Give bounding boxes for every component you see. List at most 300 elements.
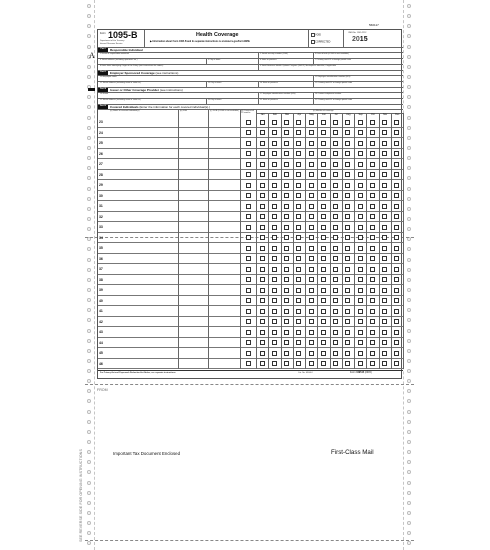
month-checkbox-may[interactable] <box>309 267 314 272</box>
month-checkbox-jan[interactable] <box>260 340 265 345</box>
month-checkbox-jan[interactable] <box>260 361 265 366</box>
all-months-checkbox[interactable] <box>246 235 251 240</box>
month-checkbox-jun[interactable] <box>321 351 326 356</box>
month-checkbox-aug[interactable] <box>345 267 350 272</box>
month-checkbox-sep[interactable] <box>358 330 363 335</box>
month-checkbox-nov[interactable] <box>382 288 387 293</box>
month-checkbox-feb[interactable] <box>272 330 277 335</box>
month-checkbox-may[interactable] <box>309 162 314 167</box>
all-months-checkbox[interactable] <box>246 130 251 135</box>
month-checkbox-aug[interactable] <box>345 183 350 188</box>
month-checkbox-feb[interactable] <box>272 172 277 177</box>
month-checkbox-sep[interactable] <box>358 235 363 240</box>
month-checkbox-sep[interactable] <box>358 298 363 303</box>
month-checkbox-aug[interactable] <box>345 225 350 230</box>
month-checkbox-jul[interactable] <box>333 204 338 209</box>
month-checkbox-sep[interactable] <box>358 162 363 167</box>
month-checkbox-jun[interactable] <box>321 130 326 135</box>
month-checkbox-dec[interactable] <box>394 330 399 335</box>
month-checkbox-aug[interactable] <box>345 151 350 156</box>
month-checkbox-nov[interactable] <box>382 193 387 198</box>
month-checkbox-mar[interactable] <box>284 225 289 230</box>
month-checkbox-feb[interactable] <box>272 183 277 188</box>
month-checkbox-dec[interactable] <box>394 256 399 261</box>
month-checkbox-aug[interactable] <box>345 256 350 261</box>
month-checkbox-aug[interactable] <box>345 141 350 146</box>
month-checkbox-aug[interactable] <box>345 288 350 293</box>
month-checkbox-sep[interactable] <box>358 172 363 177</box>
month-checkbox-may[interactable] <box>309 235 314 240</box>
month-checkbox-mar[interactable] <box>284 141 289 146</box>
all-months-checkbox[interactable] <box>246 277 251 282</box>
month-checkbox-apr[interactable] <box>296 172 301 177</box>
month-checkbox-may[interactable] <box>309 319 314 324</box>
month-checkbox-feb[interactable] <box>272 141 277 146</box>
month-checkbox-jun[interactable] <box>321 246 326 251</box>
month-checkbox-may[interactable] <box>309 351 314 356</box>
month-checkbox-apr[interactable] <box>296 361 301 366</box>
month-checkbox-dec[interactable] <box>394 351 399 356</box>
month-checkbox-jul[interactable] <box>333 235 338 240</box>
all-months-checkbox[interactable] <box>246 193 251 198</box>
month-checkbox-nov[interactable] <box>382 330 387 335</box>
month-checkbox-sep[interactable] <box>358 267 363 272</box>
month-checkbox-may[interactable] <box>309 172 314 177</box>
all-months-checkbox[interactable] <box>246 288 251 293</box>
month-checkbox-jun[interactable] <box>321 319 326 324</box>
month-checkbox-feb[interactable] <box>272 309 277 314</box>
month-checkbox-may[interactable] <box>309 120 314 125</box>
month-checkbox-sep[interactable] <box>358 256 363 261</box>
month-checkbox-apr[interactable] <box>296 120 301 125</box>
month-checkbox-jan[interactable] <box>260 309 265 314</box>
month-checkbox-feb[interactable] <box>272 277 277 282</box>
month-checkbox-nov[interactable] <box>382 183 387 188</box>
month-checkbox-oct[interactable] <box>370 309 375 314</box>
all-months-checkbox[interactable] <box>246 351 251 356</box>
month-checkbox-jul[interactable] <box>333 319 338 324</box>
month-checkbox-nov[interactable] <box>382 141 387 146</box>
month-checkbox-dec[interactable] <box>394 277 399 282</box>
month-checkbox-apr[interactable] <box>296 225 301 230</box>
month-checkbox-dec[interactable] <box>394 267 399 272</box>
month-checkbox-jul[interactable] <box>333 120 338 125</box>
month-checkbox-jul[interactable] <box>333 277 338 282</box>
month-checkbox-sep[interactable] <box>358 309 363 314</box>
month-checkbox-feb[interactable] <box>272 151 277 156</box>
month-checkbox-sep[interactable] <box>358 183 363 188</box>
month-checkbox-mar[interactable] <box>284 277 289 282</box>
month-checkbox-dec[interactable] <box>394 309 399 314</box>
month-checkbox-jul[interactable] <box>333 351 338 356</box>
month-checkbox-jul[interactable] <box>333 193 338 198</box>
month-checkbox-nov[interactable] <box>382 361 387 366</box>
month-checkbox-aug[interactable] <box>345 130 350 135</box>
month-checkbox-sep[interactable] <box>358 351 363 356</box>
month-checkbox-oct[interactable] <box>370 330 375 335</box>
month-checkbox-aug[interactable] <box>345 214 350 219</box>
month-checkbox-jul[interactable] <box>333 340 338 345</box>
month-checkbox-sep[interactable] <box>358 361 363 366</box>
month-checkbox-mar[interactable] <box>284 120 289 125</box>
month-checkbox-mar[interactable] <box>284 256 289 261</box>
month-checkbox-feb[interactable] <box>272 256 277 261</box>
month-checkbox-jan[interactable] <box>260 141 265 146</box>
month-checkbox-apr[interactable] <box>296 277 301 282</box>
month-checkbox-dec[interactable] <box>394 193 399 198</box>
month-checkbox-dec[interactable] <box>394 288 399 293</box>
month-checkbox-nov[interactable] <box>382 204 387 209</box>
month-checkbox-jul[interactable] <box>333 214 338 219</box>
month-checkbox-feb[interactable] <box>272 288 277 293</box>
month-checkbox-mar[interactable] <box>284 361 289 366</box>
month-checkbox-mar[interactable] <box>284 151 289 156</box>
month-checkbox-feb[interactable] <box>272 162 277 167</box>
month-checkbox-may[interactable] <box>309 130 314 135</box>
month-checkbox-dec[interactable] <box>394 225 399 230</box>
month-checkbox-sep[interactable] <box>358 225 363 230</box>
month-checkbox-nov[interactable] <box>382 256 387 261</box>
month-checkbox-aug[interactable] <box>345 351 350 356</box>
month-checkbox-mar[interactable] <box>284 235 289 240</box>
month-checkbox-jan[interactable] <box>260 204 265 209</box>
month-checkbox-sep[interactable] <box>358 277 363 282</box>
month-checkbox-sep[interactable] <box>358 288 363 293</box>
month-checkbox-dec[interactable] <box>394 172 399 177</box>
month-checkbox-apr[interactable] <box>296 330 301 335</box>
month-checkbox-jul[interactable] <box>333 130 338 135</box>
month-checkbox-apr[interactable] <box>296 309 301 314</box>
month-checkbox-dec[interactable] <box>394 340 399 345</box>
month-checkbox-may[interactable] <box>309 204 314 209</box>
month-checkbox-oct[interactable] <box>370 204 375 209</box>
month-checkbox-jan[interactable] <box>260 162 265 167</box>
month-checkbox-mar[interactable] <box>284 309 289 314</box>
all-months-checkbox[interactable] <box>246 267 251 272</box>
month-checkbox-jan[interactable] <box>260 130 265 135</box>
month-checkbox-jan[interactable] <box>260 225 265 230</box>
month-checkbox-apr[interactable] <box>296 288 301 293</box>
month-checkbox-may[interactable] <box>309 141 314 146</box>
month-checkbox-oct[interactable] <box>370 277 375 282</box>
month-checkbox-aug[interactable] <box>345 246 350 251</box>
month-checkbox-jun[interactable] <box>321 162 326 167</box>
month-checkbox-jul[interactable] <box>333 225 338 230</box>
month-checkbox-dec[interactable] <box>394 130 399 135</box>
month-checkbox-dec[interactable] <box>394 319 399 324</box>
month-checkbox-oct[interactable] <box>370 225 375 230</box>
month-checkbox-jan[interactable] <box>260 256 265 261</box>
month-checkbox-sep[interactable] <box>358 204 363 209</box>
month-checkbox-oct[interactable] <box>370 340 375 345</box>
month-checkbox-oct[interactable] <box>370 288 375 293</box>
month-checkbox-oct[interactable] <box>370 120 375 125</box>
month-checkbox-oct[interactable] <box>370 151 375 156</box>
month-checkbox-feb[interactable] <box>272 298 277 303</box>
month-checkbox-may[interactable] <box>309 277 314 282</box>
all-months-checkbox[interactable] <box>246 361 251 366</box>
month-checkbox-oct[interactable] <box>370 235 375 240</box>
all-months-checkbox[interactable] <box>246 319 251 324</box>
month-checkbox-jan[interactable] <box>260 214 265 219</box>
month-checkbox-sep[interactable] <box>358 193 363 198</box>
all-months-checkbox[interactable] <box>246 330 251 335</box>
month-checkbox-feb[interactable] <box>272 361 277 366</box>
month-checkbox-jan[interactable] <box>260 246 265 251</box>
month-checkbox-jan[interactable] <box>260 351 265 356</box>
month-checkbox-jan[interactable] <box>260 298 265 303</box>
month-checkbox-nov[interactable] <box>382 267 387 272</box>
month-checkbox-oct[interactable] <box>370 246 375 251</box>
month-checkbox-nov[interactable] <box>382 309 387 314</box>
month-checkbox-nov[interactable] <box>382 151 387 156</box>
all-months-checkbox[interactable] <box>246 141 251 146</box>
month-checkbox-feb[interactable] <box>272 225 277 230</box>
month-checkbox-jul[interactable] <box>333 183 338 188</box>
all-months-checkbox[interactable] <box>246 162 251 167</box>
month-checkbox-feb[interactable] <box>272 120 277 125</box>
month-checkbox-jun[interactable] <box>321 214 326 219</box>
month-checkbox-feb[interactable] <box>272 130 277 135</box>
month-checkbox-dec[interactable] <box>394 162 399 167</box>
month-checkbox-mar[interactable] <box>284 172 289 177</box>
month-checkbox-feb[interactable] <box>272 246 277 251</box>
month-checkbox-apr[interactable] <box>296 298 301 303</box>
month-checkbox-feb[interactable] <box>272 214 277 219</box>
month-checkbox-feb[interactable] <box>272 351 277 356</box>
corrected-checkbox[interactable] <box>311 40 330 44</box>
month-checkbox-dec[interactable] <box>394 120 399 125</box>
month-checkbox-feb[interactable] <box>272 319 277 324</box>
month-checkbox-jan[interactable] <box>260 277 265 282</box>
month-checkbox-mar[interactable] <box>284 267 289 272</box>
month-checkbox-oct[interactable] <box>370 267 375 272</box>
month-checkbox-jul[interactable] <box>333 256 338 261</box>
month-checkbox-nov[interactable] <box>382 162 387 167</box>
month-checkbox-aug[interactable] <box>345 235 350 240</box>
month-checkbox-sep[interactable] <box>358 214 363 219</box>
month-checkbox-may[interactable] <box>309 214 314 219</box>
month-checkbox-mar[interactable] <box>284 288 289 293</box>
month-checkbox-nov[interactable] <box>382 130 387 135</box>
month-checkbox-sep[interactable] <box>358 130 363 135</box>
month-checkbox-aug[interactable] <box>345 172 350 177</box>
month-checkbox-aug[interactable] <box>345 340 350 345</box>
month-checkbox-jun[interactable] <box>321 151 326 156</box>
month-checkbox-aug[interactable] <box>345 361 350 366</box>
month-checkbox-jul[interactable] <box>333 330 338 335</box>
month-checkbox-feb[interactable] <box>272 340 277 345</box>
all-months-checkbox[interactable] <box>246 120 251 125</box>
all-months-checkbox[interactable] <box>246 225 251 230</box>
month-checkbox-may[interactable] <box>309 183 314 188</box>
month-checkbox-may[interactable] <box>309 361 314 366</box>
month-checkbox-oct[interactable] <box>370 172 375 177</box>
month-checkbox-oct[interactable] <box>370 361 375 366</box>
month-checkbox-jan[interactable] <box>260 193 265 198</box>
month-checkbox-aug[interactable] <box>345 204 350 209</box>
month-checkbox-apr[interactable] <box>296 340 301 345</box>
month-checkbox-dec[interactable] <box>394 151 399 156</box>
month-checkbox-jul[interactable] <box>333 141 338 146</box>
month-checkbox-mar[interactable] <box>284 162 289 167</box>
month-checkbox-dec[interactable] <box>394 204 399 209</box>
month-checkbox-mar[interactable] <box>284 330 289 335</box>
month-checkbox-oct[interactable] <box>370 319 375 324</box>
month-checkbox-dec[interactable] <box>394 361 399 366</box>
month-checkbox-jul[interactable] <box>333 246 338 251</box>
month-checkbox-nov[interactable] <box>382 351 387 356</box>
month-checkbox-nov[interactable] <box>382 120 387 125</box>
month-checkbox-jun[interactable] <box>321 267 326 272</box>
month-checkbox-jan[interactable] <box>260 172 265 177</box>
month-checkbox-dec[interactable] <box>394 235 399 240</box>
month-checkbox-jun[interactable] <box>321 330 326 335</box>
month-checkbox-jun[interactable] <box>321 183 326 188</box>
month-checkbox-apr[interactable] <box>296 130 301 135</box>
month-checkbox-jun[interactable] <box>321 225 326 230</box>
month-checkbox-jan[interactable] <box>260 235 265 240</box>
month-checkbox-may[interactable] <box>309 246 314 251</box>
month-checkbox-aug[interactable] <box>345 309 350 314</box>
month-checkbox-aug[interactable] <box>345 120 350 125</box>
month-checkbox-apr[interactable] <box>296 214 301 219</box>
month-checkbox-feb[interactable] <box>272 204 277 209</box>
month-checkbox-jun[interactable] <box>321 309 326 314</box>
month-checkbox-oct[interactable] <box>370 298 375 303</box>
all-months-checkbox[interactable] <box>246 214 251 219</box>
month-checkbox-jun[interactable] <box>321 172 326 177</box>
month-checkbox-jun[interactable] <box>321 120 326 125</box>
month-checkbox-apr[interactable] <box>296 151 301 156</box>
month-checkbox-aug[interactable] <box>345 319 350 324</box>
month-checkbox-apr[interactable] <box>296 246 301 251</box>
all-months-checkbox[interactable] <box>246 256 251 261</box>
month-checkbox-oct[interactable] <box>370 141 375 146</box>
month-checkbox-jul[interactable] <box>333 298 338 303</box>
month-checkbox-mar[interactable] <box>284 204 289 209</box>
month-checkbox-aug[interactable] <box>345 277 350 282</box>
month-checkbox-jun[interactable] <box>321 277 326 282</box>
month-checkbox-may[interactable] <box>309 340 314 345</box>
month-checkbox-jun[interactable] <box>321 361 326 366</box>
month-checkbox-apr[interactable] <box>296 256 301 261</box>
month-checkbox-oct[interactable] <box>370 193 375 198</box>
month-checkbox-apr[interactable] <box>296 183 301 188</box>
month-checkbox-jun[interactable] <box>321 298 326 303</box>
month-checkbox-sep[interactable] <box>358 340 363 345</box>
month-checkbox-dec[interactable] <box>394 246 399 251</box>
month-checkbox-apr[interactable] <box>296 319 301 324</box>
all-months-checkbox[interactable] <box>246 172 251 177</box>
month-checkbox-may[interactable] <box>309 330 314 335</box>
month-checkbox-apr[interactable] <box>296 162 301 167</box>
month-checkbox-feb[interactable] <box>272 193 277 198</box>
month-checkbox-jul[interactable] <box>333 172 338 177</box>
month-checkbox-may[interactable] <box>309 288 314 293</box>
all-months-checkbox[interactable] <box>246 246 251 251</box>
all-months-checkbox[interactable] <box>246 340 251 345</box>
month-checkbox-mar[interactable] <box>284 193 289 198</box>
month-checkbox-nov[interactable] <box>382 235 387 240</box>
month-checkbox-nov[interactable] <box>382 277 387 282</box>
month-checkbox-sep[interactable] <box>358 151 363 156</box>
month-checkbox-aug[interactable] <box>345 298 350 303</box>
month-checkbox-oct[interactable] <box>370 130 375 135</box>
month-checkbox-may[interactable] <box>309 151 314 156</box>
month-checkbox-sep[interactable] <box>358 141 363 146</box>
month-checkbox-dec[interactable] <box>394 298 399 303</box>
month-checkbox-mar[interactable] <box>284 183 289 188</box>
month-checkbox-nov[interactable] <box>382 225 387 230</box>
month-checkbox-sep[interactable] <box>358 246 363 251</box>
month-checkbox-jul[interactable] <box>333 151 338 156</box>
all-months-checkbox[interactable] <box>246 183 251 188</box>
month-checkbox-jun[interactable] <box>321 193 326 198</box>
all-months-checkbox[interactable] <box>246 204 251 209</box>
month-checkbox-jul[interactable] <box>333 309 338 314</box>
all-months-checkbox[interactable] <box>246 151 251 156</box>
month-checkbox-may[interactable] <box>309 256 314 261</box>
month-checkbox-nov[interactable] <box>382 214 387 219</box>
month-checkbox-oct[interactable] <box>370 256 375 261</box>
month-checkbox-mar[interactable] <box>284 351 289 356</box>
month-checkbox-dec[interactable] <box>394 214 399 219</box>
all-months-checkbox[interactable] <box>246 298 251 303</box>
month-checkbox-nov[interactable] <box>382 340 387 345</box>
month-checkbox-feb[interactable] <box>272 267 277 272</box>
month-checkbox-oct[interactable] <box>370 351 375 356</box>
month-checkbox-aug[interactable] <box>345 162 350 167</box>
all-months-checkbox[interactable] <box>246 309 251 314</box>
month-checkbox-mar[interactable] <box>284 130 289 135</box>
month-checkbox-dec[interactable] <box>394 183 399 188</box>
month-checkbox-may[interactable] <box>309 298 314 303</box>
month-checkbox-aug[interactable] <box>345 330 350 335</box>
month-checkbox-jan[interactable] <box>260 319 265 324</box>
month-checkbox-nov[interactable] <box>382 246 387 251</box>
month-checkbox-mar[interactable] <box>284 214 289 219</box>
month-checkbox-jan[interactable] <box>260 267 265 272</box>
month-checkbox-nov[interactable] <box>382 319 387 324</box>
month-checkbox-nov[interactable] <box>382 172 387 177</box>
month-checkbox-mar[interactable] <box>284 298 289 303</box>
month-checkbox-may[interactable] <box>309 193 314 198</box>
month-checkbox-apr[interactable] <box>296 204 301 209</box>
month-checkbox-jun[interactable] <box>321 235 326 240</box>
month-checkbox-jun[interactable] <box>321 340 326 345</box>
month-checkbox-jan[interactable] <box>260 151 265 156</box>
month-checkbox-nov[interactable] <box>382 298 387 303</box>
month-checkbox-jun[interactable] <box>321 288 326 293</box>
month-checkbox-jan[interactable] <box>260 330 265 335</box>
month-checkbox-jul[interactable] <box>333 267 338 272</box>
month-checkbox-jan[interactable] <box>260 120 265 125</box>
month-checkbox-may[interactable] <box>309 309 314 314</box>
month-checkbox-feb[interactable] <box>272 235 277 240</box>
month-checkbox-mar[interactable] <box>284 340 289 345</box>
month-checkbox-apr[interactable] <box>296 351 301 356</box>
void-checkbox[interactable] <box>311 33 321 37</box>
month-checkbox-oct[interactable] <box>370 162 375 167</box>
month-checkbox-jul[interactable] <box>333 288 338 293</box>
month-checkbox-apr[interactable] <box>296 141 301 146</box>
month-checkbox-oct[interactable] <box>370 214 375 219</box>
month-checkbox-jan[interactable] <box>260 183 265 188</box>
month-checkbox-jul[interactable] <box>333 162 338 167</box>
month-checkbox-sep[interactable] <box>358 319 363 324</box>
month-checkbox-apr[interactable] <box>296 267 301 272</box>
